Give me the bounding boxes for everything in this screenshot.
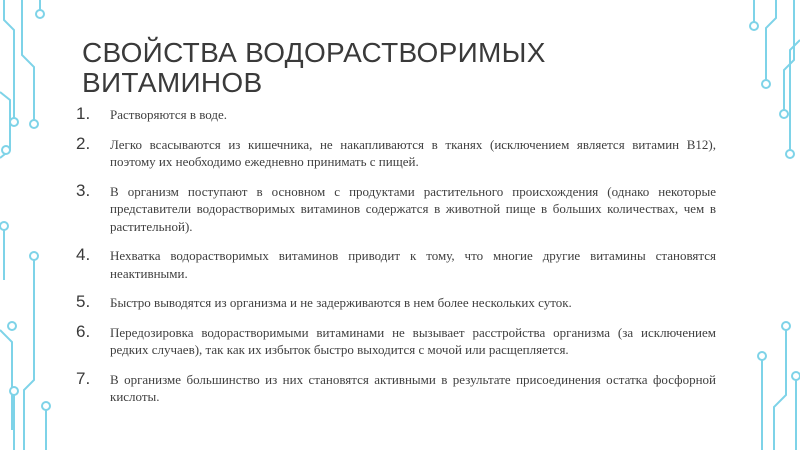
list-item-text: Передозировка водорастворимыми витаминами не вызывает расстройства организма (за исключением редких случаев), так как их избыток быстро выходится с мочой или расщепляется. [110, 324, 716, 357]
list-item-number: 2. [76, 133, 91, 153]
list-item [76, 133, 716, 171]
list-item-text: В организм поступают в основном с продуктами растительного происхождения (однако некоторые представители водорастворимых витаминов содержатся в животной пище в больших количествах, чем в растительной). [110, 183, 716, 234]
list-item-number: 3. [76, 180, 91, 200]
list-item [76, 321, 716, 359]
list-item [76, 368, 716, 406]
list-item-text: Растворяются в воде. [110, 107, 228, 122]
properties-list [76, 106, 716, 418]
list-item-text: Быстро выводятся из организма и не задерживаются в нем более нескольких суток. [110, 295, 572, 310]
slide-title: СВОЙСТВА ВОДОРАСТВОРИМЫХ ВИТАМИНОВ [82, 37, 546, 98]
list-item-number: 6. [76, 321, 91, 341]
list-item-text: Легко всасываются из кишечника, не накапливаются в тканях (исключением является витамин В12), поэтому их необходимо ежедневно принимать с пищей. [110, 136, 716, 169]
list-item-text: Нехватка водорастворимых витаминов приводит к тому, что многие другие витамины становятся неактивными. [110, 248, 716, 281]
circuit-decoration-right [740, 0, 800, 450]
list-item-number: 1. [76, 104, 91, 123]
circuit-decoration-left [0, 0, 60, 450]
list-item [76, 247, 716, 282]
list-item-number: 7. [76, 368, 91, 388]
list-item [76, 106, 716, 124]
list-item [76, 294, 716, 312]
list-item-number: 5. [76, 292, 91, 311]
list-item-text: В организме большинство из них становятся активными в результате присоединения остатка фосфорной кислоты. [110, 371, 716, 404]
list-item [76, 180, 716, 236]
list-item-number: 4. [76, 245, 91, 264]
